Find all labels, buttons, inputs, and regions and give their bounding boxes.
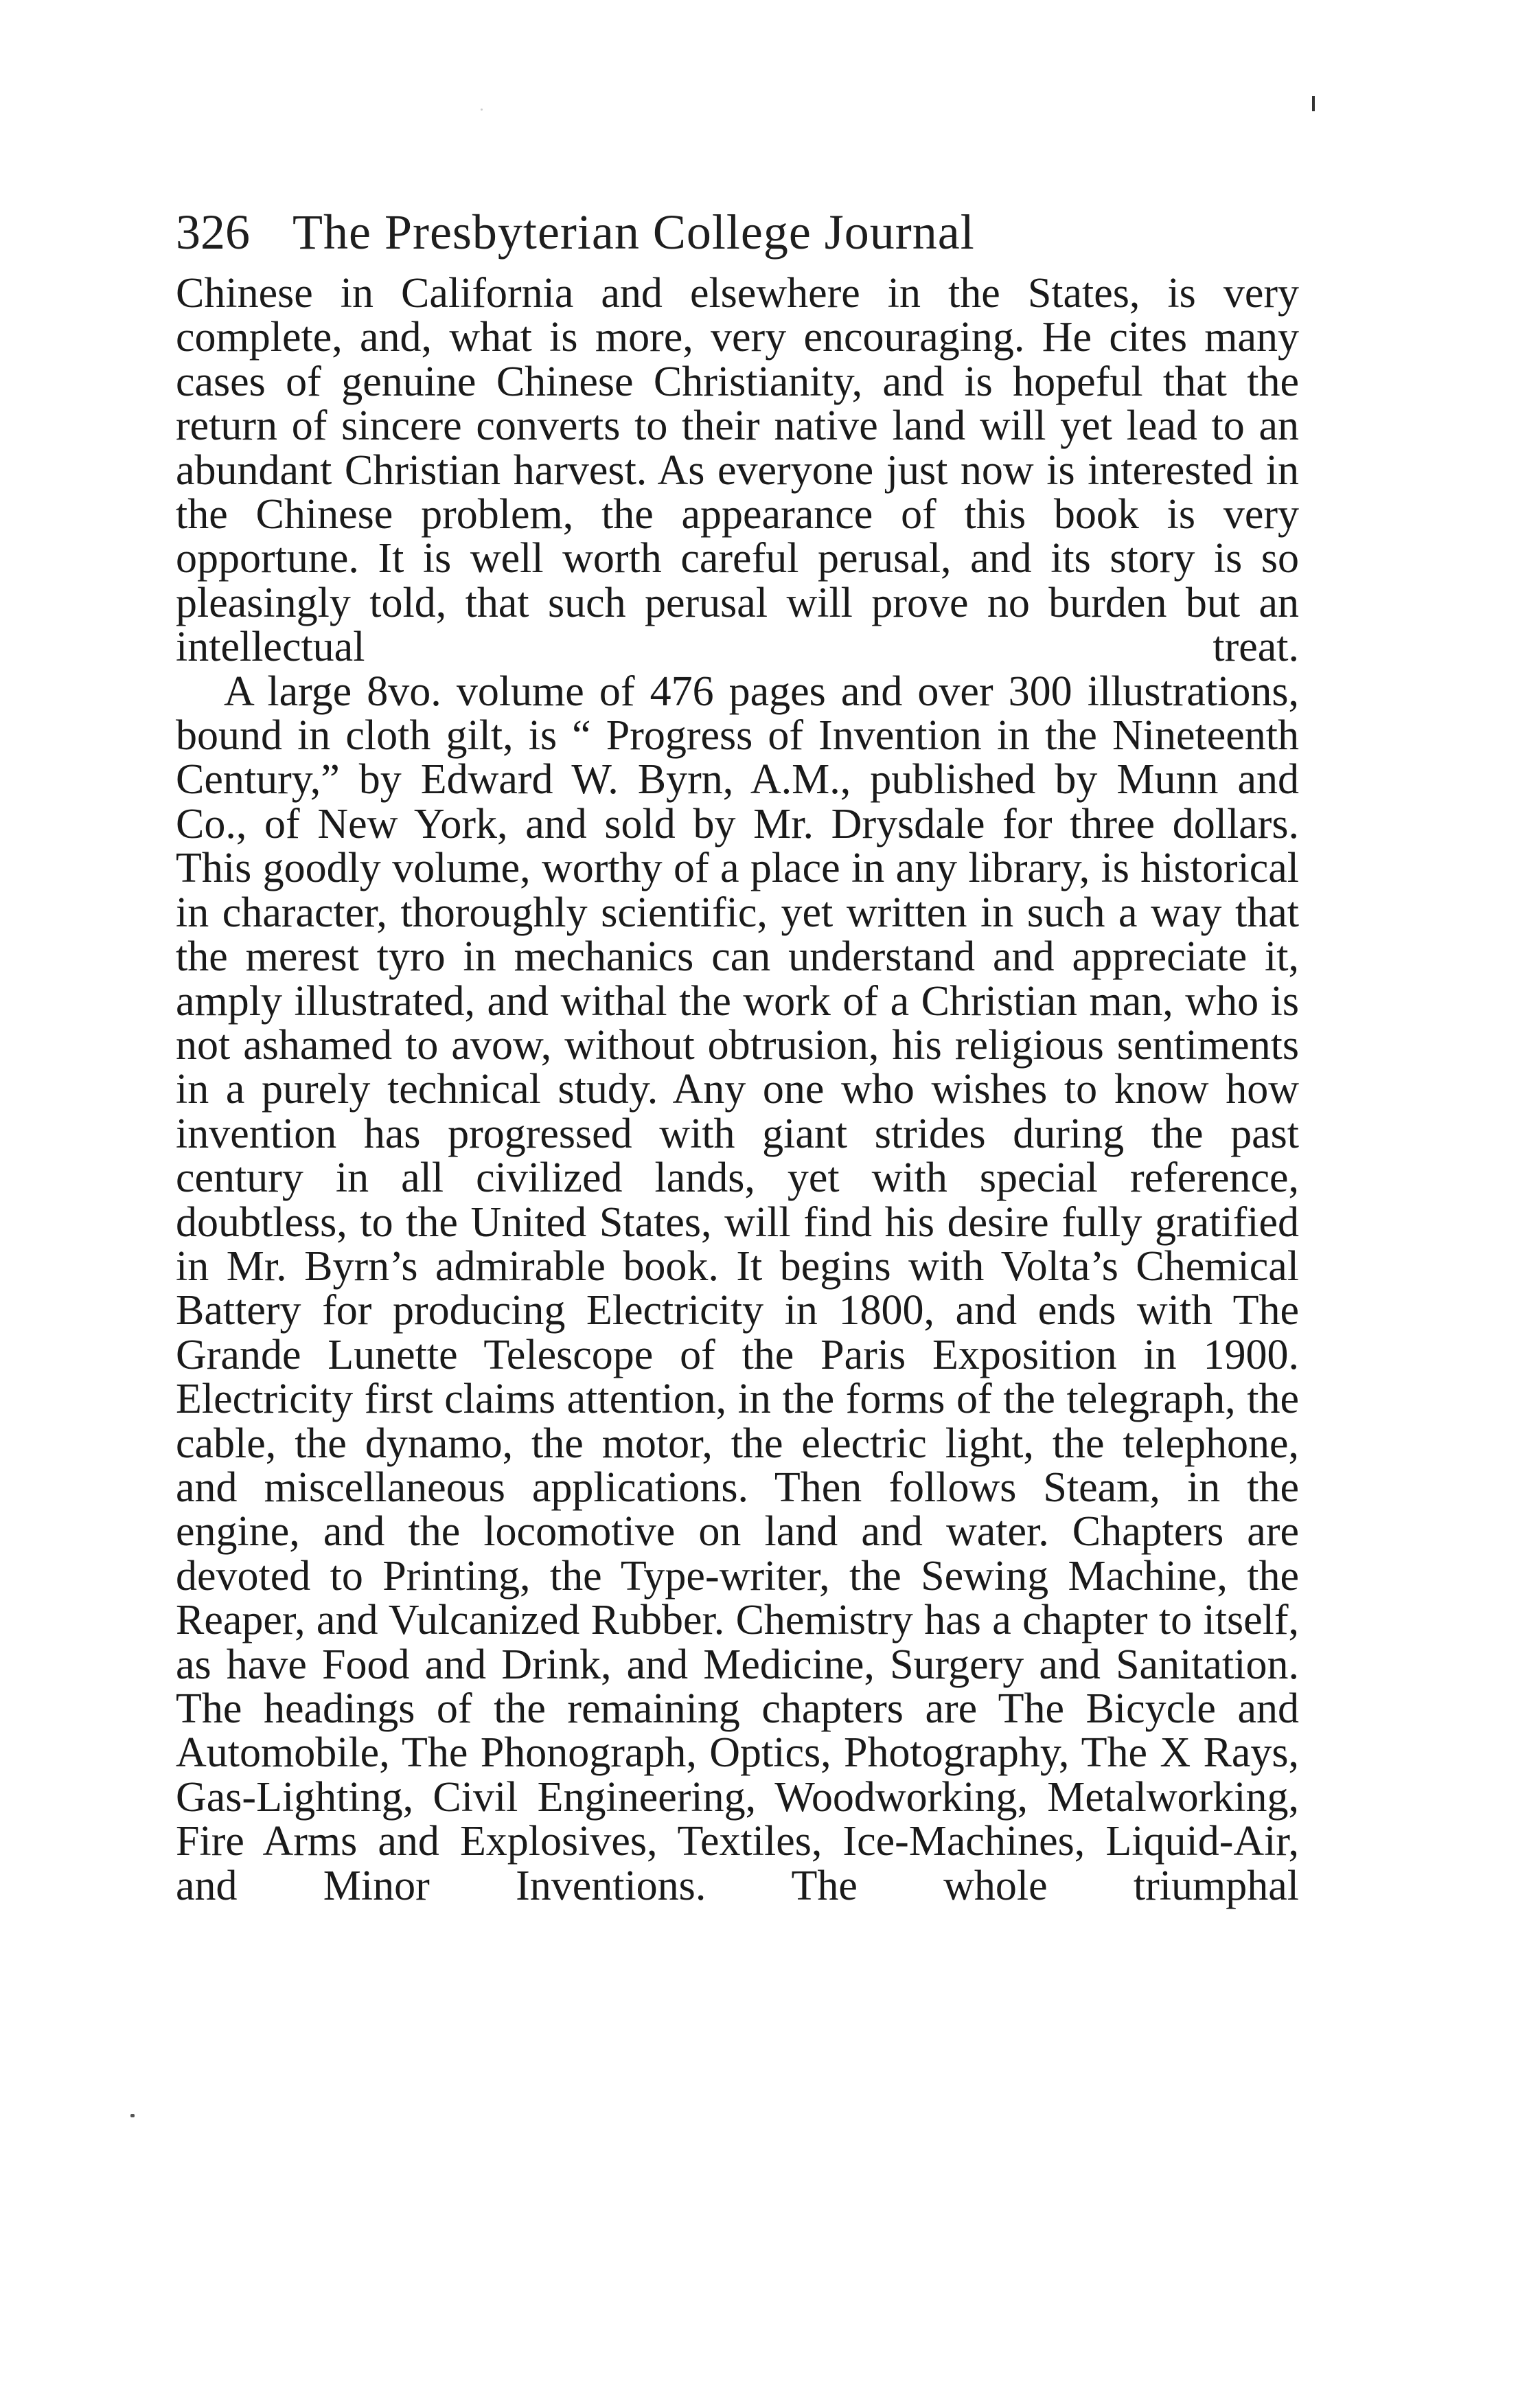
scan-speck	[481, 109, 483, 111]
body-text	[176, 271, 1299, 1908]
running-header	[176, 194, 1343, 270]
page-number: 326	[176, 205, 250, 260]
paragraph-chinese-book-review: Chinese in California and elsewhere in the States, is very complete, and, what is more, very encouraging. He cites many cases of genuine Chinese Christianity, and is hopeful that the return of sincere converts to their native land will yet lead to an abundant Christian harvest. As everyone just now is interested in the Chinese problem, the appearance of this book is very opportune. It is well worth careful perusal, and its story is so pleasingly told, that such perusal will prove no burden but an intellectual treat.	[176, 270, 1299, 671]
running-title: The Presbyterian College Journal	[292, 205, 975, 260]
paragraph-progress-of-invention-review: A large 8vo. volume of 476 pages and over 300 illustrations, bound in cloth gilt, is “ Progress of Invention in the Nineteenth Century,” by Edward W. Byrn, A.M., published by Munn and Co., of New York, and sold by Mr. Drysdale for three dollars. This goodly volume, worthy of a place in any library, is historical in character, thoroughly scientific, yet written in such a way that the merest tyro in mechanics can understand and appreciate it, amply illustrated, and withal the work of a Christian man, who is not ashamed to avow, without obtrusion, his religious sentiments in a purely technical study. Any one who wishes to know how invention has progressed with giant strides during the past century in all civilized lands, yet with special reference, doubtless, to the United States, will find his desire fully gratified in Mr. Byrn’s admirable book. It begins with Volta’s Chemical Battery for producing Electricity in 1800, and ends with The Grande Lunette Telescope of the Paris Exposition in 1900. Electricity first claims attention, in the forms of the telegraph, the cable, the dynamo, the motor, the electric light, the telephone, and miscellaneous applications. Then follows Steam, in the engine, and the locomotive on land and water. Chapters are devoted to Printing, the Type-writer, the Sewing Machine, the Reaper, and Vulcanized Rubber. Chemistry has a chapter to itself, as have Food and Drink, and Medicine, Surgery and Sanitation. The headings of the remaining chapters are The Bicycle and Automobile, The Phonograph, Optics, Photography, The X Rays, Gas-Lighting, Civil Engineering, Woodworking, Metalworking, Fire Arms and Explosives, Textiles, Ice-Machines, Liquid-Air, and Minor Inventions. The whole triumphal	[176, 668, 1299, 1909]
scan-mark	[1312, 96, 1315, 111]
margin-speck	[130, 2114, 135, 2117]
